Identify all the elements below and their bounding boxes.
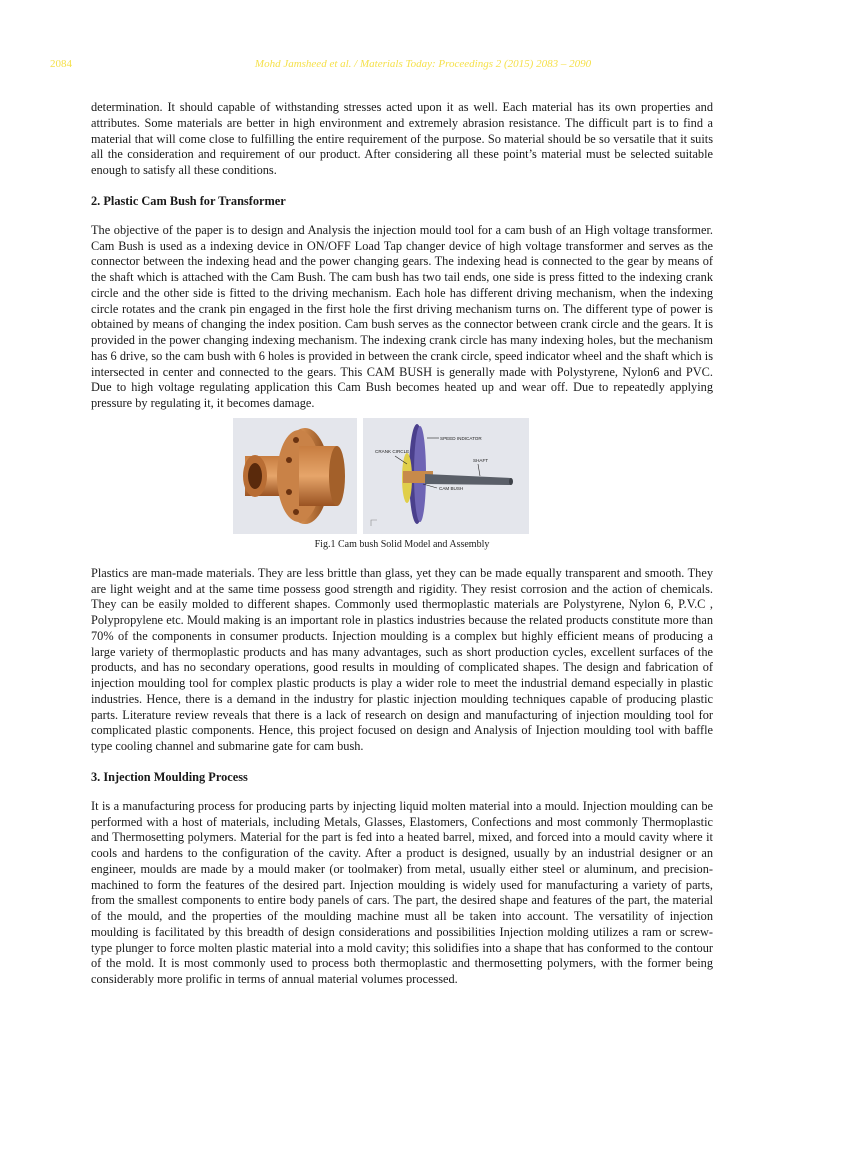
- intro-paragraph: determination. It should capable of withstanding stresses acted upon it as well. Each material has its own properties and attributes. Some materials are better in high environment and extremely abrasion resistance. The difficult part is to find a material that will come close to fulfilling the entire requirement of the purpose. So material should be so versatile that it suits all the consideration and requirement of our product. After considering all these point’s material must be selected suitable enough to satisfy all these conditions.: [91, 100, 713, 177]
- label-speed-indicator: SPEED INDICATOR: [440, 435, 482, 441]
- figure-1-caption: Fig.1 Cam bush Solid Model and Assembly: [314, 538, 490, 550]
- cam-bush-solid-model-image: [233, 418, 357, 534]
- article-body: [91, 100, 713, 988]
- figure-1: [91, 418, 713, 566]
- section-3-heading: 3. Injection Moulding Process: [91, 769, 248, 784]
- cam-bush-assembly-image: [363, 418, 529, 534]
- label-crank-circle: CRANK CIRCLE: [375, 448, 410, 454]
- page-number: 2084: [50, 58, 72, 70]
- section-3-paragraph-1: It is a manufacturing process for producing parts by injecting liquid molten material into a mould. Injection moulding can be performed with a host of materials, including Metals, Glasses, Elastomers, Confections and most commonly Thermoplastic and Thermosetting polymers. Material for the part is fed into a heated barrel, mixed, and forced into a mould cavity where it cools and hardens to the configuration of the cavity. After a product is designed, usually by an industrial designer or an engineer, moulds are made by a mould maker (or toolmaker) from metal, usually either steel or aluminum, and precision-machined to form the features of the desired part. Injection moulding is widely used for manufacturing a variety of parts, from the smallest components to entire body panels of cars. The part, the desired shape and features of the part, the material of the mould, and the properties of the moulding machine must all be taken into account. The versatility of injection moulding is facilitated by this breadth of design considerations and possibilities Injection molding utilizes a ram or screw-type plunger to force molten plastic material into a mold cavity; this solidifies into a shape that has conformed to the contour of the mold. It is most commonly used to process both thermoplastic and thermosetting polymers, with the former being considerably more prolific in terms of annual material volumes processed.: [91, 798, 713, 986]
- label-cam-bush: CAM BUSH: [439, 485, 464, 491]
- section-2-heading: 2. Plastic Cam Bush for Transformer: [91, 193, 286, 208]
- label-shaft: SHAFT: [473, 457, 489, 463]
- section-2-paragraph-2: Plastics are man-made materials. They are less brittle than glass, yet they can be made equally transparent and smooth. They are light weight and at the same time possess good strength and rigidity. They resist corrosion and the action of chemicals. They can be easily molded to different shapes. Commonly used thermoplastic materials are Polystyrene, Nylon 6, P.V.C , Polypropylene etc. Mould making is an important role in plastics industries because the related products constitute more than 70% of the components in consumer products. Injection moulding is a complex but highly efficient means of producing a large variety of thermoplastic products and has many advantages, such as short production cycles, excellent surfaces of the products, and has no secondary operations, good results in moulding of complicated shapes. The design and fabrication of injection moulding tool for complex plastic products is play a wider role to meet the industrial demand especially in plastic industries. Hence, there is a demand in the industry for plastic injection moulding techniques capable of producing plastic parts. Literature review reveals that there is a lack of research on design and manufacturing of injection moulding tool for complicated plastic components. Hence, this project focused on design and Analysis of Injection moulding tool with baffle type cooling channel and submarine gate for cam bush.: [91, 565, 713, 753]
- running-head: Mohd Jamsheed et al. / Materials Today: Proceedings 2 (2015) 2083 – 2090: [254, 58, 592, 70]
- section-2-paragraph-1: The objective of the paper is to design and Analysis the injection mould tool for a cam bush of an High voltage transformer. Cam Bush is used as a indexing device in ON/OFF Load Tap changer device of high voltage transformer and serves as the connector between the indexing head and the power changing gears. The indexing head is connected to the gear by means of the shaft which is attached with the Cam Bush. The cam bush has two tail ends, one side is press fitted to the indexing crank circle and the other side is fitted to the driving mechanism. Each hole has different driving mechanism, when the indexing circle rotates and the crank pin engaged in the first hole the first driving mechanism turns on. The different type of power is obtained by means of changing the index position. Cam bush serves as the connector between crank circle and the gears. It is provided in the power changing indexing mechanism. The indexing crank circle has many indexing holes, but the mechanism has 6 drive, so the cam bush with 6 holes is provided in between the crank circle, speed indicator wheel and the shaft which is intersected in center and connected to the gears. This CAM BUSH is generally made with Polystyrene, Nylon6 and PVC. Due to high voltage regulating application this Cam Bush becomes heated up and wear off. Due to repeatedly applying pressure by regulating it, it becomes damage.: [91, 222, 713, 410]
- page-header: [0, 58, 846, 74]
